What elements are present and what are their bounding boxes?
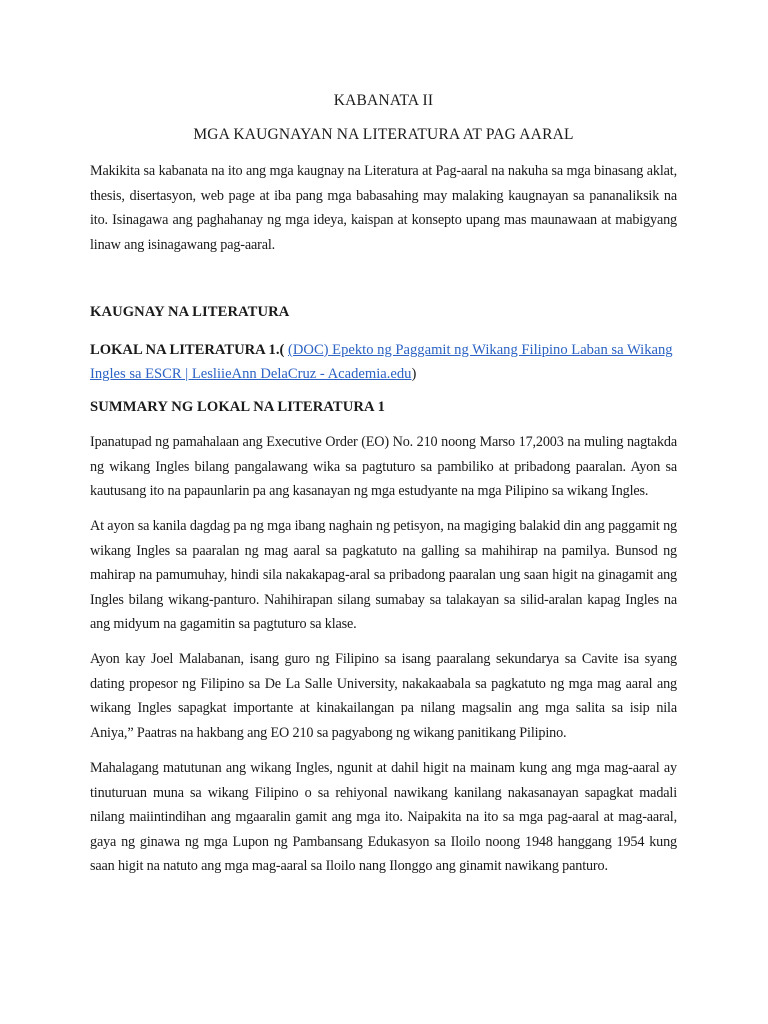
summary-heading: SUMMARY NG LOKAL NA LITERATURA 1 bbox=[90, 399, 385, 415]
lokal-lead-label: LOKAL NA LITERATURA 1.( bbox=[90, 342, 288, 358]
chapter-title: KABANATA II bbox=[333, 92, 434, 109]
lokal-literatura-line bbox=[90, 338, 677, 386]
source-link[interactable]: (DOC) Epekto ng Paggamit ng Wikang Filipino Laban sa Wikang Ingles sa ESCR | LesliieAnn DelaCruz - Academia.edu bbox=[90, 342, 673, 382]
summary-paragraph: At ayon sa kanila dagdag pa ng mga ibang naghain ng petisyon, na magiging balakid din ang paggamit ng wikang Ingles sa paaralan ng mag aaral sa pagkatuto na galling sa mahihirap na pamilya. Bunsod ng mahirap na pamumuhay, hindi sila nakakapag-aral sa pribadong paaralan ung saan higit na ginagamit ang Ingles bilang wikang-panturo. Nahihirapan silang sumabay sa talakayan sa silid-aralan kapag Ingles na ang midyum na gagamitin sa pagtuturo sa klase. bbox=[90, 518, 677, 632]
intro-paragraph: Makikita sa kabanata na ito ang mga kaugnay na Literatura at Pag-aaral na nakuha sa mga binasang aklat, thesis, disertasyon, web page at iba pang mga babasahing may malaking kaugnayan sa pananaliksik na ito. Isinagawa ang paghahanay ng mga ideya, kaispan at konsepto upang mas maunawaan at mabigyang linaw ang isinagawang pag-aaral. bbox=[90, 163, 677, 253]
summary-paragraph: Mahalagang matutunan ang wikang Ingles, ngunit at dahil higit na mainam kung ang mga mag-aaral ay tinuturuan muna sa wikang Filipino o sa rehiyonal nawikang kanilang nakasanayan sapagkat madali nilang maiintindihan ang mgaaralin gamit ang mga ito. Naipakita na ito sa mga pag-aaral at mag-aaral, gaya ng ginawa ng mga Lupon ng Pambansang Edukasyon sa Iloilo noong 1948 hanggang 1954 kung saan higit na natuto ang mga mag-aaral sa Iloilo nang Ilonggo ang ginamit nawikang panturo. bbox=[90, 760, 677, 874]
section-title: MGA KAUGNAYAN NA LITERATURA AT PAG AARAL bbox=[193, 126, 574, 143]
kaugnay-heading: KAUGNAY NA LITERATURA bbox=[90, 304, 290, 320]
summary-paragraph: Ipanatupad ng pamahalaan ang Executive Order (EO) No. 210 noong Marso 17,2003 na muling nagtakda ng wikang Ingles bilang pangalawang wika sa pagtuturo sa pambiliko at pribadong paaralan. Ayon sa kautusang ito na papaunlarin pa ang kasanayan ng mga estudyante na mga Pilipino sa wikang Ingles. bbox=[90, 434, 677, 499]
lokal-close-paren: ) bbox=[411, 366, 417, 382]
summary-paragraph: Ayon kay Joel Malabanan, isang guro ng Filipino sa isang paaralang sekundarya sa Cavite isa syang dating propesor ng Filipino sa De La Salle University, nakakaabala sa pagkatuto ng mga mag aaral ang wikang Ingles sapagkat importante at kinakailangan pa nilang magsalin ang mga salita sa isip nila Aniya,” Paatras na hakbang ang EO 210 sa pagyabong ng wikang panitikang Pilipino. bbox=[90, 651, 677, 741]
